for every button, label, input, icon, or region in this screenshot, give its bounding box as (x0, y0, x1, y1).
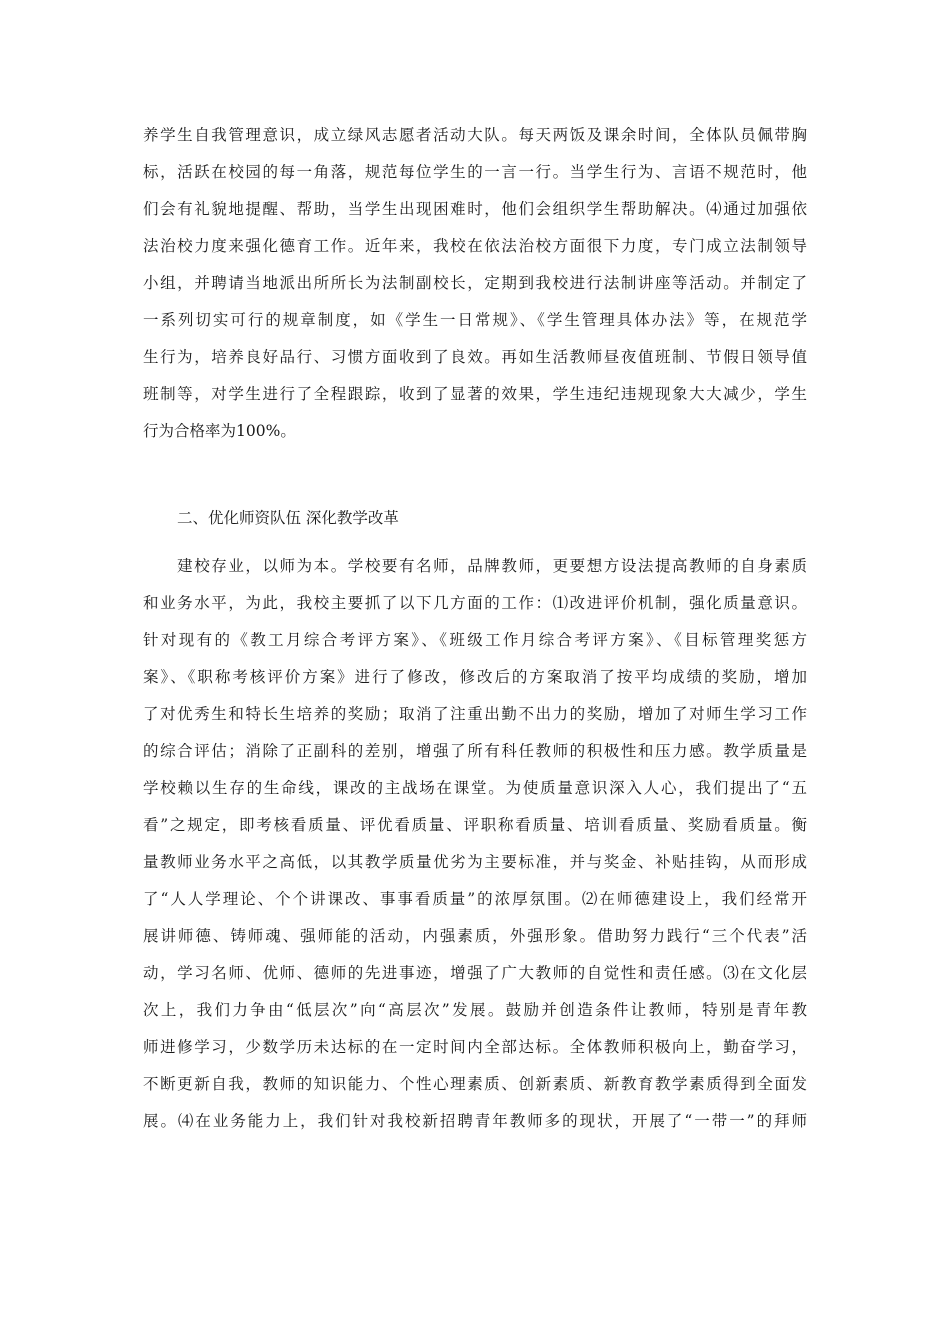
text-line: 不断更新自我，教师的知识能力、个性心理素质、创新素质、新教育教学素质得到全面发 (143, 1075, 807, 1093)
text-line: 展讲师德、铸师魂、强师能的活动，内强素质，外强形象。借助努力践行“三个代表”活 (143, 927, 807, 945)
text-line: 学校赖以生存的生命线，课改的主战场在课堂。为使质量意识深入人心，我们提出了“五 (143, 779, 807, 797)
text-line: 小组，并聘请当地派出所所长为法制副校长，定期到我校进行法制讲座等活动。并制定了 (143, 274, 807, 292)
text-line: 案》、《职称考核评价方案》进行了修改，修改后的方案取消了按平均成绩的奖励，增加 (143, 668, 807, 686)
text-line: 标，活跃在校园的每一角落，规范每位学生的一言一行。当学生行为、言语不规范时，他 (143, 163, 807, 181)
text-line: 看”之规定，即考核看质量、评优看质量、评职称看质量、培训看质量、奖励看质量。衡 (143, 816, 807, 834)
text-line: 班制等，对学生进行了全程跟踪，收到了显著的效果，学生违纪违规现象大大减少，学生 (143, 385, 807, 403)
paragraph-student-management (143, 117, 807, 450)
text-line: 的综合评估；消除了正副科的差别，增强了所有科任教师的积极性和压力感。教学质量是 (143, 742, 807, 760)
text-line: 一系列切实可行的规章制度，如《学生一日常规》、《学生管理具体办法》等，在规范学 (143, 311, 807, 329)
text-line: 展。⑷在业务能力上，我们针对我校新招聘青年教师多的现状，开展了“一带一”的拜师 (143, 1112, 807, 1130)
text-line: 了“人人学理论、个个讲课改、事事看质量”的浓厚氛围。⑵在师德建设上，我们经常开 (143, 890, 807, 908)
text-line: 法治校力度来强化德育工作。近年来，我校在依法治校方面很下力度，专门成立法制领导 (143, 237, 807, 255)
text-line: 次上，我们力争由“低层次”向“高层次”发展。鼓励并创造条件让教师，特别是青年教 (143, 1001, 807, 1019)
text-line: 和业务水平，为此，我校主要抓了以下几方面的工作：⑴改进评价机制，强化质量意识。 (143, 594, 807, 612)
text-line: 建校存业，以师为本。学校要有名师，品牌教师，更要想方设法提高教师的自身素质 (143, 557, 807, 575)
text-line: 了对优秀生和特长生培养的奖励；取消了注重出勤不出力的奖励，增加了对师生学习工作 (143, 705, 807, 723)
text-line: 生行为，培养良好品行、习惯方面收到了良效。再如生活教师昼夜值班制、节假日领导值 (143, 348, 807, 366)
text-line: 师进修学习，少数学历未达标的在一定时间内全部达标。全体教师积极向上，勤奋学习， (143, 1038, 807, 1056)
text-line: 动，学习名师、优师、德师的先进事迹，增强了广大教师的自觉性和责任感。⑶在文化层 (143, 964, 807, 982)
text-line: 针对现有的《教工月综合考评方案》、《班级工作月综合考评方案》、《目标管理奖惩方 (143, 631, 807, 649)
section-heading: 二、优化师资队伍 深化教学改革 (177, 509, 399, 527)
text-line: 行为合格率为100%。 (143, 422, 296, 440)
text-line: 们会有礼貌地提醒、帮助，当学生出现困难时，他们会组织学生帮助解决。⑷通过加强依 (143, 200, 807, 218)
text-line: 养学生自我管理意识，成立绿风志愿者活动大队。每天两饭及课余时间，全体队员佩带胸 (143, 126, 807, 144)
paragraph-teacher-team (143, 548, 807, 1140)
text-line: 量教师业务水平之高低，以其教学质量优劣为主要标准，并与奖金、补贴挂钩，从而形成 (143, 853, 807, 871)
